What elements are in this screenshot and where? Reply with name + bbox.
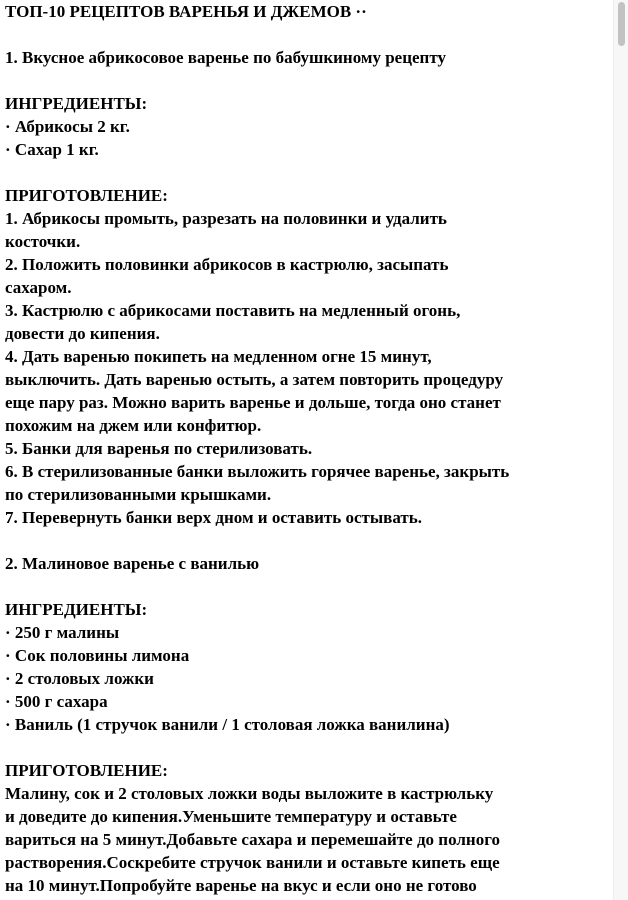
preparation-line: 6. В стерилизованные банки выложить горячее варенье, закрыть — [5, 462, 510, 481]
scrollbar-thumb[interactable] — [618, 2, 625, 46]
spacer — [5, 529, 613, 552]
ingredient-item: · Абрикосы 2 кг. — [5, 117, 130, 136]
vertical-scrollbar[interactable] — [613, 0, 628, 900]
preparation-line: выключить. Дать варенью остыть, а затем повторить процедуру — [5, 370, 504, 389]
preparation-line: 2. Положить половинки абрикосов в кастрюлю, засыпать — [5, 255, 449, 274]
spacer — [5, 575, 613, 598]
preparation-line: косточки. — [5, 232, 81, 251]
preparation-line: сахаром. — [5, 278, 72, 297]
ingredient-item: · 2 столовых ложки — [5, 669, 154, 688]
ingredient-item: · Сок половины лимона — [5, 646, 190, 665]
preparation-line: 5. Банки для варенья по стерилизовать. — [5, 439, 313, 458]
recipe-2-heading: 2. Малиновое варенье с ванилью — [5, 554, 260, 573]
document-body — [5, 0, 613, 897]
ingredient-item: · 500 г сахара — [5, 692, 108, 711]
ingredient-item: · Сахар 1 кг. — [5, 140, 99, 159]
ingredient-item: · 250 г малины — [5, 623, 120, 642]
recipe-1-heading: 1. Вкусное абрикосовое варенье по бабушкиному рецепту — [5, 48, 446, 67]
spacer — [5, 736, 613, 759]
preparation-line: 1. Абрикосы промыть, разрезать на половинки и удалить — [5, 209, 447, 228]
spacer — [5, 161, 613, 184]
preparation-line: 3. Кастрюлю с абрикосами поставить на медленный огонь, — [5, 301, 461, 320]
preparation-line: 4. Дать варенью покипеть на медленном огне 15 минут, — [5, 347, 432, 366]
preparation-line: еще пару раз. Можно варить варенье и дольше, тогда оно станет — [5, 393, 501, 412]
spacer — [5, 69, 613, 92]
preparation-line: растворения.Соскребите стручок ванили и оставьте кипеть еще — [5, 853, 500, 872]
preparation-line: по стерилизованными крышками. — [5, 485, 272, 504]
preparation-line: похожим на джем или конфитюр. — [5, 416, 262, 435]
spacer — [5, 23, 613, 46]
preparation-line: довести до кипения. — [5, 324, 160, 343]
document-title: ТОП-10 РЕЦЕПТОВ ВАРЕНЬЯ И ДЖЕМОВ ·· — [5, 2, 367, 21]
recipe-2-ingredients-label: ИНГРЕДИЕНТЫ: — [5, 600, 148, 619]
recipe-2-preparation-label: ПРИГОТОВЛЕНИЕ: — [5, 761, 168, 780]
preparation-line: на 10 минут.Попробуйте варенье на вкус и если оно не готово — [5, 876, 477, 895]
preparation-line: Малину, сок и 2 столовых ложки воды выложите в кастрюльку — [5, 784, 494, 803]
preparation-line: и доведите до кипения.Уменьшите температуру и оставьте — [5, 807, 457, 826]
preparation-line: вариться на 5 минут.Добавьте сахара и перемешайте до полного — [5, 830, 501, 849]
recipe-1-preparation-label: ПРИГОТОВЛЕНИЕ: — [5, 186, 168, 205]
ingredient-item: · Ваниль (1 стручок ванили / 1 столовая ложка ванилина) — [5, 715, 450, 734]
recipe-1-ingredients-label: ИНГРЕДИЕНТЫ: — [5, 94, 148, 113]
preparation-line: 7. Перевернуть банки верх дном и оставить остывать. — [5, 508, 423, 527]
